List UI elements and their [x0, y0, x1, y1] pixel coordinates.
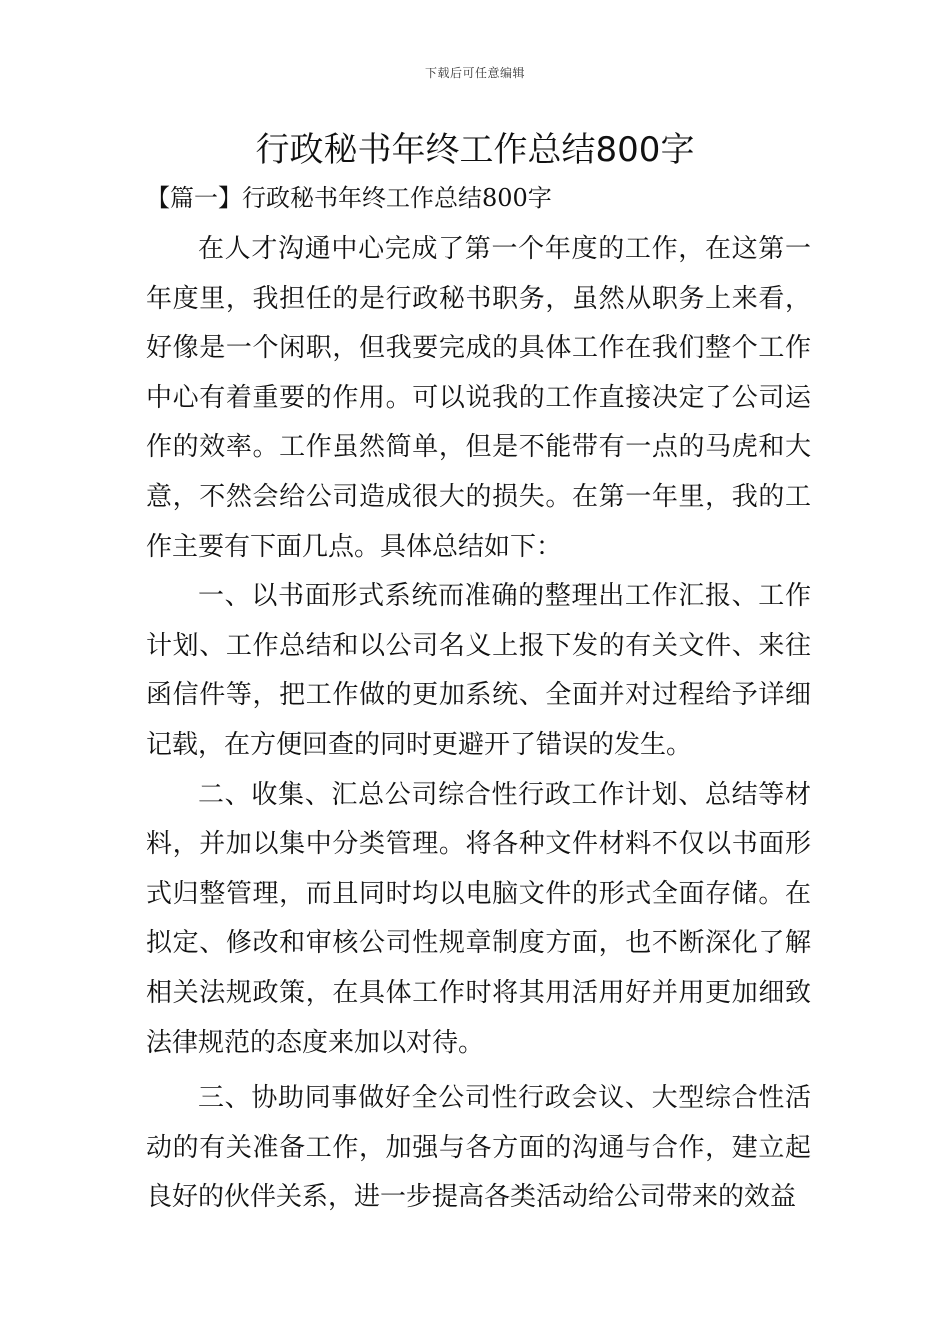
- document-title: 行政秘书年终工作总结800字: [255, 130, 695, 170]
- document-body: [146, 225, 811, 1223]
- paragraph-item-3: 三、协助同事做好全公司性行政会议、大型综合性活动的有关准备工作，加强与各方面的沟通与合作，建立起良好的伙伴关系，进一步提高各类活动给公司带来的效益: [146, 1083, 811, 1213]
- header-note: 下载后可任意编辑: [424, 66, 525, 80]
- paragraph-item-1: 一、以书面形式系统而准确的整理出工作汇报、工作计划、工作总结和以公司名义上报下发的有关文件、来往函信件等，把工作做的更加系统、全面并对过程给予详细记载，在方便回查的同时更避开了错误的发生。: [146, 581, 811, 760]
- section-title: 【篇一】行政秘书年终工作总结800字: [146, 184, 552, 212]
- paragraph-intro: 在人才沟通中心完成了第一个年度的工作，在这第一年度里，我担任的是行政秘书职务，虽然从职务上来看，好像是一个闲职，但我要完成的具体工作在我们整个工作中心有着重要的作用。可以说我的工作直接决定了公司运作的效率。工作虽然简单，但是不能带有一点的马虎和大意，不然会给公司造成很大的损失。在第一年里，我的工作主要有下面几点。具体总结如下：: [146, 234, 811, 562]
- paragraph-item-2: 二、收集、汇总公司综合性行政工作计划、总结等材料，并加以集中分类管理。将各种文件材料不仅以书面形式归整管理，而且同时均以电脑文件的形式全面存储。在拟定、修改和审核公司性规章制度方面，也不断深化了解相关法规政策，在具体工作时将其用活用好并用更加细致法律规范的态度来加以对待。: [146, 779, 811, 1058]
